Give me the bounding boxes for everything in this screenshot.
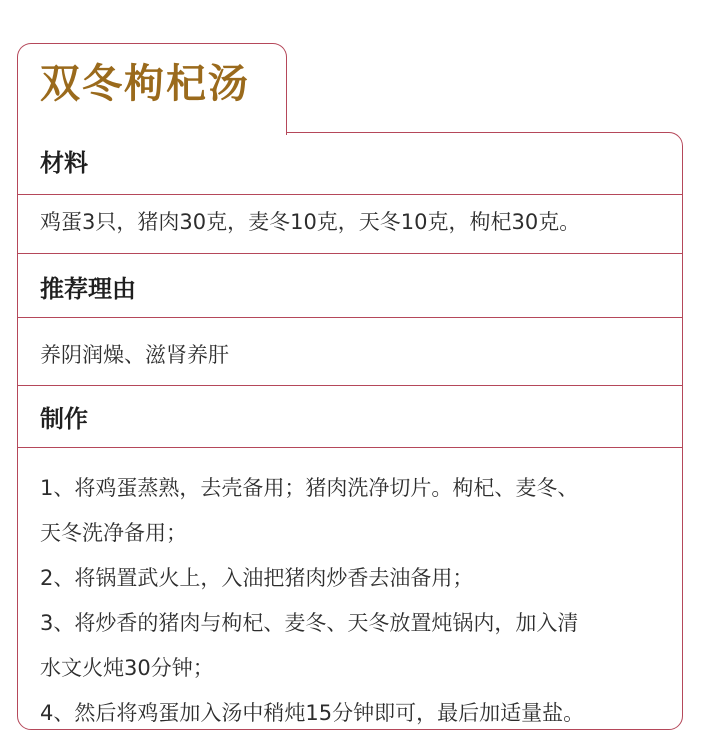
recipe-card xyxy=(17,132,683,730)
ingredients-heading: 材料 xyxy=(40,149,88,177)
divider xyxy=(18,253,682,254)
divider xyxy=(18,194,682,195)
method-line: 4、然后将鸡蛋加入汤中稍炖15分钟即可，最后加适量盐。 xyxy=(40,701,585,725)
divider xyxy=(18,385,682,386)
method-steps xyxy=(40,466,668,730)
method-line: 2、将锅置武火上，入油把猪肉炒香去油备用； xyxy=(40,566,474,590)
divider xyxy=(18,317,682,318)
method-line: 1、将鸡蛋蒸熟，去壳备用；猪肉洗净切片。枸杞、麦冬、 xyxy=(40,476,579,500)
method-line: 3、将炒香的猪肉与枸杞、麦冬、天冬放置炖锅内，加入清 xyxy=(40,611,579,635)
method-line: 水文火炖30分钟； xyxy=(40,656,214,680)
method-heading: 制作 xyxy=(40,405,88,433)
divider xyxy=(18,447,682,448)
reason-heading: 推荐理由 xyxy=(40,275,136,303)
method-line: 天冬洗净备用； xyxy=(40,521,187,545)
recipe-title: 双冬枸杞汤 xyxy=(40,61,250,107)
recipe-title-tab xyxy=(17,43,287,135)
reason-text: 养阴润燥、滋肾养肝 xyxy=(40,343,229,367)
ingredients-text: 鸡蛋3只，猪肉30克，麦冬10克，天冬10克，枸杞30克。 xyxy=(40,210,581,234)
